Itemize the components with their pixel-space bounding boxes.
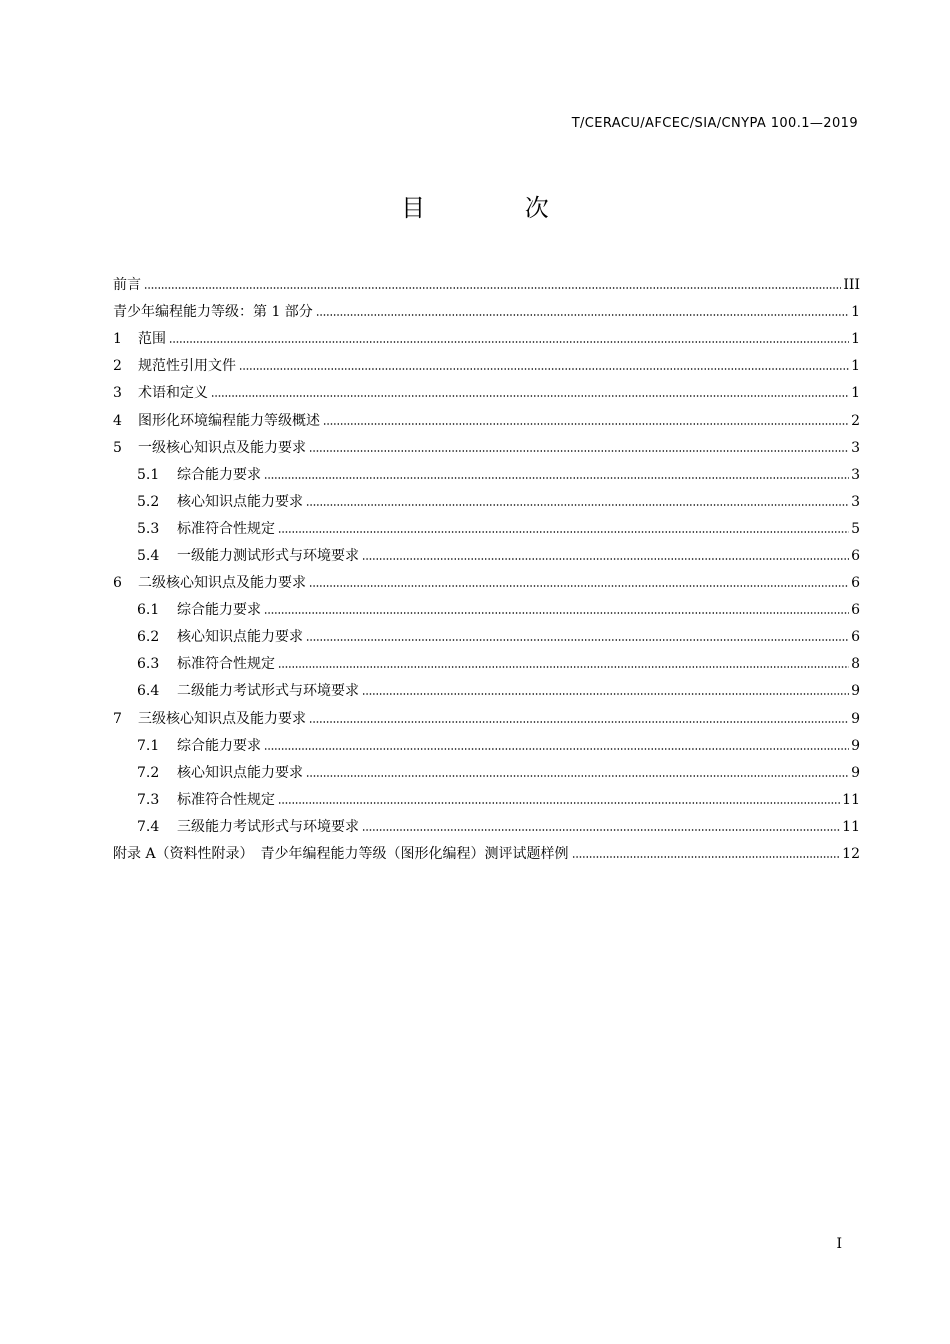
toc-entry-page: 3 (851, 466, 860, 483)
toc-entry-number: 5.1 (137, 466, 160, 483)
toc-entry-page: 11 (842, 791, 860, 808)
toc-entry[interactable] (113, 543, 860, 570)
toc-dot-leader (309, 585, 849, 587)
toc-entry-title: 二级能力考试形式与环境要求 (177, 683, 359, 700)
toc-entry[interactable] (113, 651, 860, 678)
toc-dot-leader (211, 395, 849, 397)
toc-entry[interactable] (113, 814, 860, 841)
toc-entry-number: 2 (113, 358, 122, 375)
toc-dot-leader (144, 287, 841, 289)
toc-entry-number: 5.3 (137, 520, 160, 537)
toc-entry-page: 9 (851, 710, 860, 727)
toc-entry-page: 6 (851, 629, 860, 646)
toc-entry-title: 一级核心知识点及能力要求 (138, 439, 306, 456)
toc-entry-page: 12 (842, 846, 860, 863)
toc-entry-page: 1 (851, 385, 860, 402)
toc-entry-page: 6 (851, 575, 860, 592)
toc-entry-number: 7.4 (137, 818, 160, 835)
toc-entry-page: 1 (851, 358, 860, 375)
toc-entry[interactable] (113, 787, 860, 814)
toc-entry-page: 3 (851, 439, 860, 456)
toc-dot-leader (362, 829, 840, 831)
toc-entry-number: 1 (113, 331, 122, 348)
toc-dot-leader (306, 775, 849, 777)
toc-entry-title: 术语和定义 (138, 385, 208, 402)
table-of-contents (113, 272, 860, 868)
toc-entry-title: 核心知识点能力要求 (177, 493, 303, 510)
toc-entry-title: 综合能力要求 (177, 602, 261, 619)
toc-entry[interactable] (113, 706, 860, 733)
toc-entry[interactable] (113, 435, 860, 462)
toc-entry[interactable] (113, 624, 860, 651)
toc-entry[interactable] (113, 299, 860, 326)
toc-entry-title: 核心知识点能力要求 (177, 629, 303, 646)
toc-entry-page: 1 (851, 331, 860, 348)
toc-entry-title: 三级核心知识点及能力要求 (138, 710, 306, 727)
toc-dot-leader (306, 639, 849, 641)
toc-dot-leader (316, 314, 849, 316)
toc-entry-number: 5.4 (137, 547, 160, 564)
toc-entry-title: 范围 (138, 331, 166, 348)
toc-entry-page: 6 (851, 602, 860, 619)
toc-dot-leader (362, 693, 849, 695)
toc-entry-title: 前言 (113, 277, 141, 294)
toc-entry-page: 6 (851, 547, 860, 564)
toc-entry-number: 7.3 (137, 791, 160, 808)
toc-dot-leader (264, 748, 849, 750)
toc-entry[interactable] (113, 597, 860, 624)
toc-entry-page: 11 (842, 818, 860, 835)
toc-dot-leader (278, 802, 840, 804)
toc-entry-title: 规范性引用文件 (138, 358, 236, 375)
toc-entry-number: 6.2 (137, 629, 160, 646)
toc-entry-title: 标准符合性规定 (177, 791, 275, 808)
toc-entry[interactable] (113, 272, 860, 299)
toc-dot-leader (309, 721, 849, 723)
page-number: I (836, 1236, 842, 1252)
toc-dot-leader (264, 612, 849, 614)
toc-entry-title: 附录 A（资料性附录） 青少年编程能力等级（图形化编程）测评试题样例 (113, 846, 569, 863)
toc-entry-page: 9 (851, 764, 860, 781)
toc-entry[interactable] (113, 733, 860, 760)
toc-entry-page: III (843, 277, 860, 294)
toc-entry-title: 标准符合性规定 (177, 520, 275, 537)
toc-dot-leader (306, 504, 849, 506)
toc-entry-page: 5 (851, 520, 860, 537)
toc-dot-leader (239, 368, 849, 370)
toc-entry[interactable] (113, 489, 860, 516)
toc-entry-page: 1 (851, 304, 860, 321)
toc-entry[interactable] (113, 462, 860, 489)
toc-entry-number: 5 (113, 439, 122, 456)
toc-entry-number: 6.4 (137, 683, 160, 700)
toc-entry[interactable] (113, 570, 860, 597)
toc-entry-title: 标准符合性规定 (177, 656, 275, 673)
toc-entry-number: 4 (113, 412, 122, 429)
toc-entry[interactable] (113, 407, 860, 434)
toc-dot-leader (309, 450, 849, 452)
toc-entry-number: 7.2 (137, 764, 160, 781)
toc-entry[interactable] (113, 678, 860, 705)
toc-dot-leader (323, 423, 849, 425)
toc-entry-title: 图形化环境编程能力等级概述 (138, 412, 320, 429)
toc-dot-leader (362, 558, 849, 560)
standard-code: T/CERACU/AFCEC/SIA/CNYPA 100.1—2019 (571, 116, 858, 131)
toc-entry[interactable] (113, 380, 860, 407)
toc-entry-title: 三级能力考试形式与环境要求 (177, 818, 359, 835)
toc-entry-title: 青少年编程能力等级：第 1 部分 (113, 304, 313, 321)
toc-dot-leader (572, 856, 841, 858)
toc-entry[interactable] (113, 353, 860, 380)
toc-entry-number: 6.1 (137, 602, 160, 619)
toc-entry-page: 3 (851, 493, 860, 510)
toc-entry[interactable] (113, 516, 860, 543)
toc-dot-leader (278, 666, 849, 668)
toc-entry-number: 6 (113, 575, 122, 592)
toc-entry-number: 6.3 (137, 656, 160, 673)
toc-entry-number: 7 (113, 710, 122, 727)
toc-entry[interactable] (113, 326, 860, 353)
toc-entry[interactable] (113, 841, 860, 868)
toc-entry-title: 二级核心知识点及能力要求 (138, 575, 306, 592)
toc-entry-page: 9 (851, 737, 860, 754)
toc-entry[interactable] (113, 760, 860, 787)
toc-dot-leader (278, 531, 849, 533)
toc-entry-page: 2 (851, 412, 860, 429)
toc-entry-title: 核心知识点能力要求 (177, 764, 303, 781)
toc-dot-leader (169, 341, 849, 343)
toc-dot-leader (264, 477, 849, 479)
toc-entry-number: 3 (113, 385, 122, 402)
toc-entry-title: 一级能力测试形式与环境要求 (177, 547, 359, 564)
toc-entry-page: 8 (851, 656, 860, 673)
toc-entry-number: 5.2 (137, 493, 160, 510)
toc-entry-title: 综合能力要求 (177, 737, 261, 754)
toc-entry-number: 7.1 (137, 737, 160, 754)
toc-entry-page: 9 (851, 683, 860, 700)
toc-entry-title: 综合能力要求 (177, 466, 261, 483)
page-title: 目 次 (401, 194, 595, 222)
